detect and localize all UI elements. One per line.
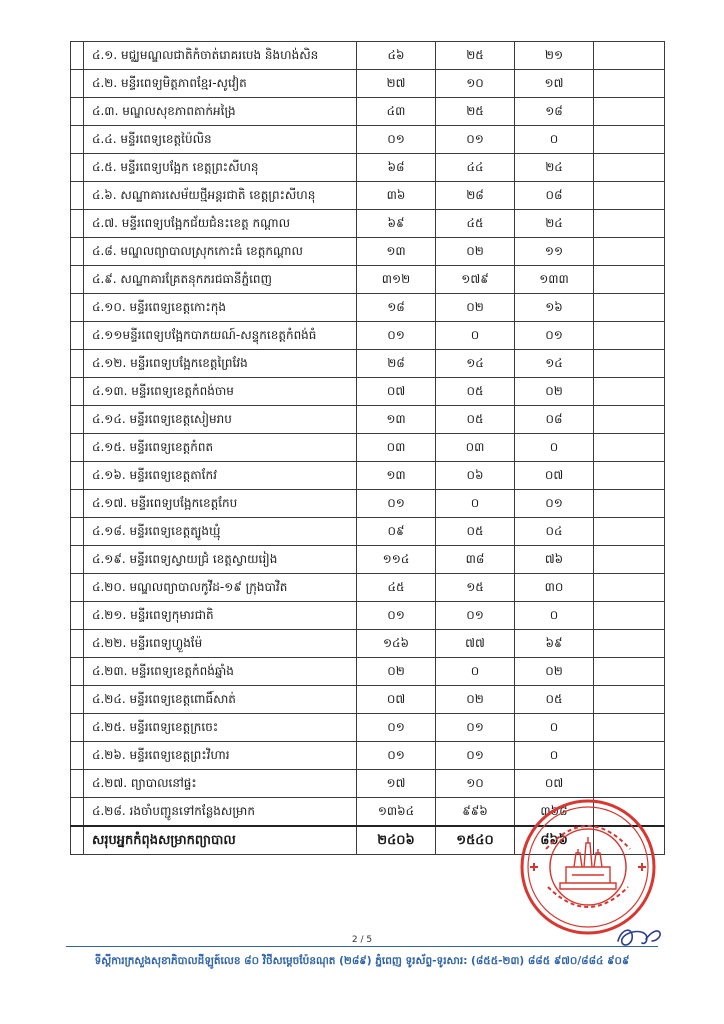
count-col-2: ២៨: [436, 182, 515, 210]
count-col-2: ៤៥: [436, 210, 515, 238]
count-col-3: ៦៩: [515, 630, 594, 658]
count-col-3: ៣០: [515, 574, 594, 602]
count-col-3: ៣៦៨: [515, 798, 594, 827]
facility-name: ៤.១៤. មន្ទីរពេទ្យខេត្តសៀមរាប: [84, 406, 357, 434]
count-col-2: ០១: [436, 126, 515, 154]
extra-column-cell: [594, 294, 665, 322]
count-col-2: ០: [436, 658, 515, 686]
total-count: ៦៩: [357, 210, 436, 238]
row-margin-cell: [71, 826, 84, 855]
count-col-2: ០១: [436, 602, 515, 630]
total-count: ០១: [357, 714, 436, 742]
facility-name: ៤.១០. មន្ទីរពេទ្យខេត្តកោះកុង: [84, 294, 357, 322]
extra-column-cell: [594, 98, 665, 126]
row-margin-cell: [71, 462, 84, 490]
facility-name: ៤.២១. មន្ទីរពេទ្យកុមារជាតិ: [84, 602, 357, 630]
row-margin-cell: [71, 70, 84, 98]
facility-name: ៤.៤. មន្ទីរពេទ្យខេត្តប៉ៃលិន: [84, 126, 357, 154]
row-margin-cell: [71, 406, 84, 434]
table-row: [71, 602, 665, 630]
count-col-3: ០៧: [515, 462, 594, 490]
facility-name: ៤.១៩. មន្ទីរពេទ្យស្វាយជ្រំ ខេត្តស្វាយរៀង: [84, 546, 357, 574]
table-row: [71, 70, 665, 98]
count-col-2: ៧៧: [436, 630, 515, 658]
total-count: ០១: [357, 602, 436, 630]
extra-column-cell: [594, 714, 665, 742]
row-margin-cell: [71, 574, 84, 602]
count-col-3: ១៨: [515, 98, 594, 126]
count-col-2: ០៣: [436, 434, 515, 462]
total-count: ១៨: [357, 294, 436, 322]
count-col-2: ០៥: [436, 406, 515, 434]
count-col-2: ១៤: [436, 350, 515, 378]
facility-name: ៤.១៣. មន្ទីរពេទ្យខេត្តកំពង់ចាម: [84, 378, 357, 406]
count-col-3: ១៦: [515, 294, 594, 322]
table-row: [71, 126, 665, 154]
table-row: [71, 210, 665, 238]
total-label: សរុបអ្នកកំពុងសម្រាកព្យាបាល: [84, 826, 357, 855]
extra-column-cell: [594, 742, 665, 770]
facility-name: ៤.៨. មណ្ឌលព្យាបាលស្រុកកោះធំ ខេត្តកណ្តាល: [84, 238, 357, 266]
row-margin-cell: [71, 686, 84, 714]
row-margin-cell: [71, 42, 84, 70]
total-count: ៦៨: [357, 154, 436, 182]
facility-name: ៤.១២. មន្ទីរពេទ្យបង្អែកខេត្តព្រៃវែង: [84, 350, 357, 378]
footer-address: ទីស្តីការក្រសួងសុខាភិបាលដីឡូត៍លេខ ៨០ វិថីសម្តេចប៉ែនណុត (២៨៩) ភ្នំពេញ ទូរស័ព្ទ-ទូរសារ: (៨៥៥-២៣) ៨៨៥ ៩៧០/៨៨៤ ៩០៩: [94, 955, 630, 967]
row-margin-cell: [71, 714, 84, 742]
count-col-3: ១៧: [515, 70, 594, 98]
count-col-2: ០២: [436, 686, 515, 714]
facility-name: ៤.៥. មន្ទីរពេទ្យបង្អែក ខេត្តព្រះសីហនុ: [84, 154, 357, 182]
count-col-2: ៩៩៦: [436, 798, 515, 827]
extra-column-cell: [594, 490, 665, 518]
patients-table: [70, 41, 665, 855]
facility-name: ៤.៩. សណ្ឋាគារគ្រែតនុកភរជធានីភ្នំពេញ: [84, 266, 357, 294]
total-count: ១៣៦៤: [357, 798, 436, 827]
count-col-3: ០៨: [515, 182, 594, 210]
row-margin-cell: [71, 770, 84, 798]
extra-column-cell: [594, 238, 665, 266]
count-col-2: ០១: [436, 714, 515, 742]
count-col-2: ០៦: [436, 462, 515, 490]
extra-column-cell: [594, 70, 665, 98]
facility-name: ៤.២. មន្ទីរពេទ្យមិត្តភាពខ្មែរ-សូវៀត: [84, 70, 357, 98]
count-col-3: ០: [515, 602, 594, 630]
row-margin-cell: [71, 266, 84, 294]
facility-name: ៤.១៥. មន្ទីរពេទ្យខេត្តកំពត: [84, 434, 357, 462]
count-col-2: ១០: [436, 70, 515, 98]
row-margin-cell: [71, 182, 84, 210]
count-col-2: ១៥: [436, 574, 515, 602]
count-col-2: ១៧៩: [436, 266, 515, 294]
total-count: ១១៤: [357, 546, 436, 574]
facility-name: ៤.២៣. មន្ទីរពេទ្យខេត្តកំពង់ឆ្នាំង: [84, 658, 357, 686]
signature-icon: [612, 921, 664, 951]
row-margin-cell: [71, 98, 84, 126]
total-count: ១៤៦: [357, 630, 436, 658]
facility-name: ៤.២៧. ព្យាបាលនៅផ្ទះ: [84, 770, 357, 798]
table-row: [71, 154, 665, 182]
table-row: [71, 518, 665, 546]
total-count: ២៨: [357, 350, 436, 378]
facility-name: ៤.២៤. មន្ទីរពេទ្យខេត្តពោធិ៍សាត់: [84, 686, 357, 714]
extra-column-cell: [594, 574, 665, 602]
count-col-3: ៧៦: [515, 546, 594, 574]
count-col-3: ០២: [515, 378, 594, 406]
table-row: [71, 546, 665, 574]
total-count: ៤៣: [357, 98, 436, 126]
count-col-2: ២៥: [436, 98, 515, 126]
table-row: [71, 658, 665, 686]
count-col-2: ០៥: [436, 378, 515, 406]
count-col-3: ២១: [515, 42, 594, 70]
row-margin-cell: [71, 350, 84, 378]
table-row: [71, 490, 665, 518]
count-col-3: ០: [515, 126, 594, 154]
facility-name: ៤.១. មជ្ឈមណ្ឌលជាតិកំចាត់រោគរបេង និងហង់សិន: [84, 42, 357, 70]
facility-name: ៤.៦. សណ្ឋាគារសេម័យថ្មីអន្តរជាតិ ខេត្តព្រះសីហនុ: [84, 182, 357, 210]
count-col-3: ១៤: [515, 350, 594, 378]
ministry-seal-icon: [518, 797, 658, 937]
facility-name: ៤.១៦. មន្ទីរពេទ្យខេត្តតាកែវ: [84, 462, 357, 490]
facility-name: ៤.២៥. មន្ទីរពេទ្យខេត្តក្រចេះ: [84, 714, 357, 742]
table-row: [71, 182, 665, 210]
total-count: ៣១២: [357, 266, 436, 294]
facility-name: ៤.២២. មន្ទីរពេទ្យហ្លួងម៉ែ: [84, 630, 357, 658]
count-col-2: ៤៤: [436, 154, 515, 182]
facility-name: ៤.២៨. រងចាំបញ្ជូនទៅកន្លែងសម្រាក: [84, 798, 357, 827]
row-margin-cell: [71, 602, 84, 630]
extra-column-cell: [594, 350, 665, 378]
total-count: ៤៥: [357, 574, 436, 602]
count-col-2: ២៥: [436, 42, 515, 70]
count-col-2: ០២: [436, 294, 515, 322]
row-margin-cell: [71, 294, 84, 322]
extra-column-cell: [594, 686, 665, 714]
total-count: ០១: [357, 490, 436, 518]
facility-name: ៤.៧. មន្ទីរពេទ្យបង្អែកជ័យជំនះខេត្ត កណ្តាល: [84, 210, 357, 238]
total-count: ០១: [357, 126, 436, 154]
facility-name: ៤.១៧. មន្ទីរពេទ្យបង្អែកខេត្តកែប: [84, 490, 357, 518]
row-margin-cell: [71, 154, 84, 182]
count-col-2: ០៥: [436, 518, 515, 546]
facility-name: ៤.២០. មណ្ឌលព្យាបាលកូវីដ-១៩ ក្រុងបាវិត: [84, 574, 357, 602]
grand-total-col-2: ១៥៤០: [436, 826, 515, 855]
total-count: ០៩: [357, 518, 436, 546]
row-margin-cell: [71, 518, 84, 546]
total-count: ១៧: [357, 770, 436, 798]
row-margin-cell: [71, 126, 84, 154]
table-row: [71, 98, 665, 126]
extra-column-cell: [594, 770, 665, 798]
row-margin-cell: [71, 742, 84, 770]
table-row: [71, 630, 665, 658]
table-row: [71, 350, 665, 378]
table-row: [71, 238, 665, 266]
count-col-2: ១០: [436, 770, 515, 798]
extra-column-cell: [594, 658, 665, 686]
count-col-3: ០១: [515, 490, 594, 518]
row-margin-cell: [71, 322, 84, 350]
extra-column-cell: [594, 518, 665, 546]
extra-column-cell: [594, 42, 665, 70]
count-col-2: ០២: [436, 238, 515, 266]
extra-column-cell: [594, 406, 665, 434]
extra-column-cell: [594, 154, 665, 182]
count-col-3: ០៨: [515, 406, 594, 434]
total-count: ០១: [357, 322, 436, 350]
extra-column-cell: [594, 182, 665, 210]
row-margin-cell: [71, 210, 84, 238]
total-count: ០២: [357, 658, 436, 686]
total-count: ០៣: [357, 434, 436, 462]
count-col-3: ០: [515, 742, 594, 770]
extra-column-cell: [594, 266, 665, 294]
count-col-3: ០២: [515, 658, 594, 686]
count-col-3: ០៤: [515, 518, 594, 546]
row-margin-cell: [71, 378, 84, 406]
table-row: [71, 378, 665, 406]
extra-column-cell: [594, 126, 665, 154]
total-count: ០៧: [357, 378, 436, 406]
total-count: ៤៦: [357, 42, 436, 70]
count-col-2: ០១: [436, 742, 515, 770]
table-row: [71, 434, 665, 462]
count-col-3: ០៧: [515, 770, 594, 798]
extra-column-cell: [594, 602, 665, 630]
table-row: [71, 266, 665, 294]
row-margin-cell: [71, 434, 84, 462]
facility-name: ៤.១១មន្ទីរពេទ្យបង្អែកបាភយណ៍-សន្ទុកខេត្តកំពង់ធំ: [84, 322, 357, 350]
total-count: ៣៦: [357, 182, 436, 210]
extra-column-cell: [594, 434, 665, 462]
grand-total-col-3: ៨៦៦: [515, 826, 594, 855]
footer-divider: [66, 946, 658, 947]
extra-column-cell: [594, 378, 665, 406]
row-margin-cell: [71, 658, 84, 686]
total-count: ១៣: [357, 238, 436, 266]
table-row: [71, 714, 665, 742]
count-col-3: ០១: [515, 322, 594, 350]
facility-name: ៤.២៦. មន្ទីរពេទ្យខេត្តព្រះវិហារ: [84, 742, 357, 770]
count-col-2: ០: [436, 490, 515, 518]
count-col-2: ០: [436, 322, 515, 350]
table-row: [71, 462, 665, 490]
table-row: [71, 406, 665, 434]
row-margin-cell: [71, 546, 84, 574]
total-count: ១៣: [357, 462, 436, 490]
count-col-3: ០: [515, 434, 594, 462]
extra-column-cell: [594, 462, 665, 490]
table-row: [71, 742, 665, 770]
count-col-3: ១៣៣: [515, 266, 594, 294]
total-count: ០១: [357, 742, 436, 770]
extra-column-cell: [594, 322, 665, 350]
total-count: ០៧: [357, 686, 436, 714]
table-row: [71, 686, 665, 714]
extra-column-cell: [594, 630, 665, 658]
extra-column-cell: [594, 546, 665, 574]
table-row: [71, 42, 665, 70]
facility-name: ៤.៣. មណ្ឌលសុខភាពតាក់អង្រៃ: [84, 98, 357, 126]
table-row: [71, 770, 665, 798]
table-row: [71, 322, 665, 350]
facility-name: ៤.១៨. មន្ទីរពេទ្យខេត្តត្បូងឃ្មុំ: [84, 518, 357, 546]
row-margin-cell: [71, 798, 84, 827]
count-col-3: ២៤: [515, 210, 594, 238]
total-count: ១៣: [357, 406, 436, 434]
table-row: [71, 294, 665, 322]
total-count: ២៧: [357, 70, 436, 98]
count-col-3: ០៥: [515, 686, 594, 714]
count-col-3: ០: [515, 714, 594, 742]
row-margin-cell: [71, 238, 84, 266]
row-margin-cell: [71, 630, 84, 658]
count-col-3: ១១: [515, 238, 594, 266]
count-col-3: ២៤: [515, 154, 594, 182]
patients-table-container: [70, 41, 653, 855]
count-col-2: ៣៨: [436, 546, 515, 574]
grand-total: ២៤០៦: [357, 826, 436, 855]
extra-column-cell: [594, 210, 665, 238]
table-row: [71, 574, 665, 602]
page-number: 2 / 5: [351, 935, 373, 945]
row-margin-cell: [71, 490, 84, 518]
